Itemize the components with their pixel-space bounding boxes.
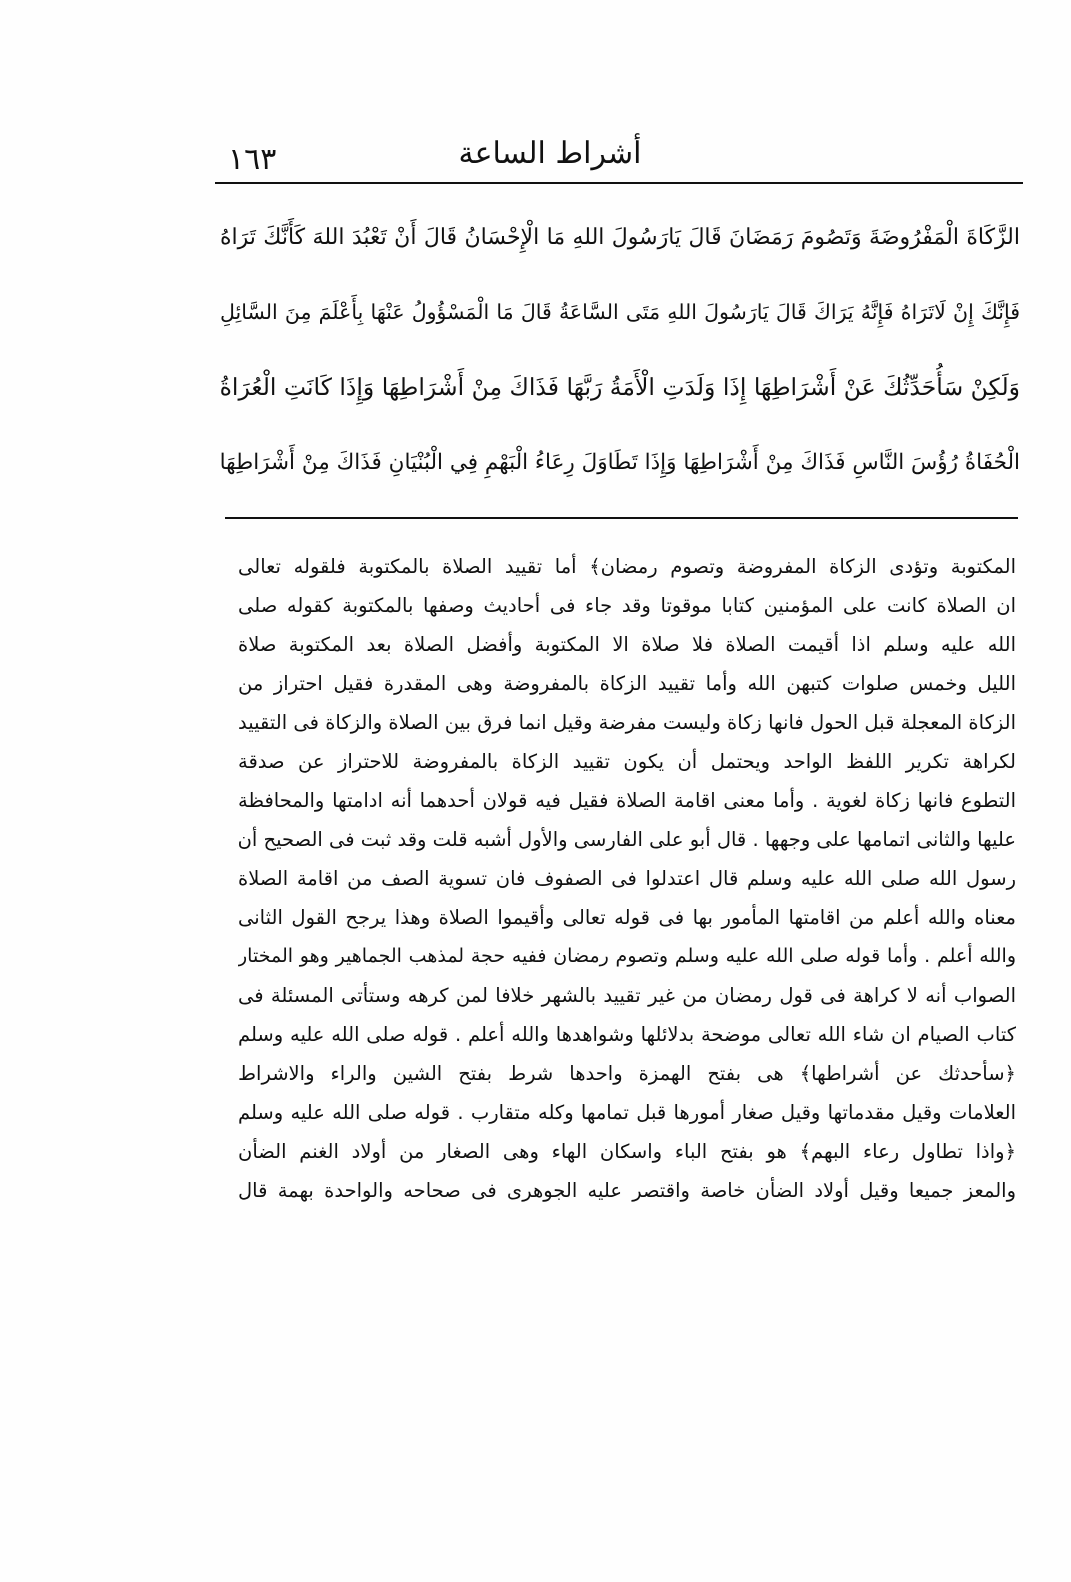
header-divider bbox=[215, 182, 1023, 184]
commentary-line: ان الصلاة كانت على المؤمنين كتابا موقوتا وقد جاء فى أحاديث وصفها بالمكتوبة كقوله صلى bbox=[238, 594, 1016, 617]
hadith-line: الزَّكَاةَ الْمَفْرُوضَةَ وَتَصُومَ رَمَضَانَ قَالَ يَارَسُولَ اللهِ مَا الْإِحْسَانُ قَالَ أَنْ تَعْبُدَ اللهَ كَأَنَّكَ تَرَاهُ bbox=[220, 225, 1020, 250]
commentary-line: التطوع فانها زكاة لغوية . وأما معنى اقامة الصلاة فقيل فيه قولان أحدهما أنه ادامتها والمحافظة bbox=[238, 789, 1016, 812]
commentary-line: ﴿واذا تطاول رعاء البهم﴾ هو بفتح الباء واسكان الهاء وهى الصغار من أولاد الغنم الضأن bbox=[238, 1140, 1016, 1163]
commentary-line: المكتوبة وتؤدى الزكاة المفروضة وتصوم رمضان﴾ أما تقييد الصلاة بالمكتوبة فلقوله تعالى bbox=[238, 555, 1016, 578]
commentary-text-block bbox=[238, 547, 1016, 1377]
commentary-line: عليها والثانى اتمامها على وجهها . قال أبو على الفارسى والأول أشبه قلت وقد ثبت فى الصحيح أن bbox=[238, 828, 1016, 851]
commentary-line: العلامات وقيل مقدماتها وقيل صغار أمورها قبل تمامها وكله متقارب . قوله صلى الله عليه وسلم bbox=[238, 1101, 1016, 1124]
commentary-line: الزكاة المعجلة قبل الحول فانها زكاة وليست مفرضة وقيل انما فرق بين الصلاة والزكاة فى التقييد bbox=[238, 711, 1016, 734]
commentary-line: الصواب أنه لا كراهة فى قول رمضان من غير تقييد بالشهر خلافا لمن كرهه وستأتى المسئلة فى bbox=[238, 984, 1016, 1007]
commentary-line: والمعز جميعا وقيل أولاد الضأن خاصة واقتصر عليه الجوهرى فى صحاحه والواحدة بهمة قال bbox=[238, 1179, 1016, 1202]
commentary-line: معناه والله أعلم من اقامتها المأمور بها فى قوله تعالى وأقيموا الصلاة وهذا يرجح القول الثانى bbox=[238, 906, 1016, 929]
page-number: ١٦٣ bbox=[228, 142, 277, 177]
commentary-line: الله عليه وسلم اذا أقيمت الصلاة فلا صلاة الا المكتوبة وأفضل الصلاة بعد المكتوبة صلاة bbox=[238, 633, 1016, 656]
commentary-line: كتاب الصيام ان شاء الله تعالى موضحة بدلائلها وشواهدها والله أعلم . قوله صلى الله عليه وسلم bbox=[238, 1023, 1016, 1046]
running-title: أشراط الساعة bbox=[458, 136, 642, 171]
hadith-line: الْحُفَاةُ رُؤُسَ النَّاسِ فَذَاكَ مِنْ أَشْرَاطِهَا وَإِذَا تَطَاوَلَ رِعَاءُ الْبَهْمِ فِي الْبُنْيَانِ فَذَاكَ مِنْ أَشْرَاطِهَا bbox=[220, 450, 1020, 475]
commentary-line: والله أعلم . وأما قوله صلى الله عليه وسلم وتصوم رمضان ففيه حجة لمذهب الجماهير وهو المختار bbox=[238, 945, 1016, 967]
commentary-line: رسول الله صلى الله عليه وسلم قال اعتدلوا فى الصفوف فان تسوية الصف من اقامة الصلاة bbox=[238, 867, 1016, 890]
section-divider bbox=[225, 517, 1018, 519]
hadith-line: وَلَكِنْ سَأُحَدِّثُكَ عَنْ أَشْرَاطِهَا إِذَا وَلَدَتِ الْأَمَةُ رَبَّهَا فَذَاكَ مِنْ أَشْرَاطِهَا وَإِذَا كَانَتِ الْعُرَاةُ bbox=[220, 373, 1020, 401]
hadith-text-block bbox=[220, 200, 1020, 500]
commentary-line: الليل وخمس صلوات كتبهن الله وأما تقييد الزكاة بالمفروضة وهى المقدرة فقيل احتراز من bbox=[238, 672, 1016, 695]
commentary-line: ﴿سأحدثك عن أشراطها﴾ هى بفتح الهمزة واحدها شرط بفتح الشين والراء والاشراط bbox=[238, 1062, 1016, 1085]
hadith-line: فَإِنَّكَ إِنْ لَاتَرَاهُ فَإِنَّهُ يَرَاكَ قَالَ يَارَسُولَ اللهِ مَتَى السَّاعَةُ قَالَ مَا الْمَسْؤُولُ عَنْهَا بِأَعْلَمَ مِنَ السَّائِلِ bbox=[220, 300, 1020, 324]
commentary-line: لكراهة تكرير اللفظ الواحد ويحتمل أن يكون تقييد الزكاة بالمفروضة للاحتراز عن صدقة bbox=[238, 750, 1016, 773]
